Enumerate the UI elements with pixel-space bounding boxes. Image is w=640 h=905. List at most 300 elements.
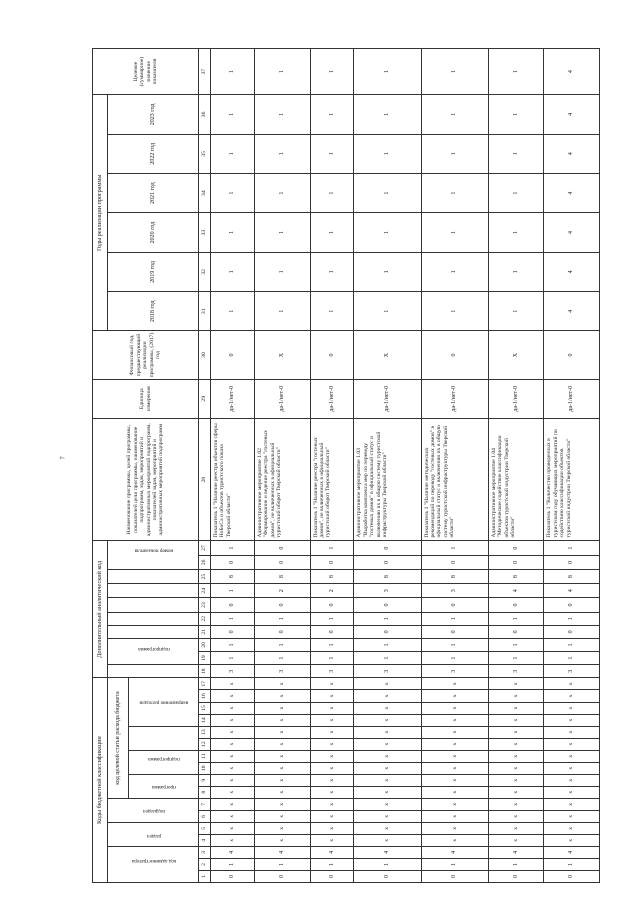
code-cell: 0 <box>254 598 310 612</box>
code-cell: x <box>310 738 354 750</box>
program-indicators-table <box>92 48 600 883</box>
row-year-value: 1 <box>211 134 255 173</box>
code-cell: 1 <box>544 541 600 555</box>
code-cell: 1 <box>488 652 544 665</box>
row-year-value: 1 <box>254 213 310 252</box>
code-cell: x <box>310 774 354 786</box>
code-cell: 4 <box>488 846 544 858</box>
table-row <box>310 49 354 883</box>
code-cell: 1 <box>310 612 354 625</box>
code-cell: x <box>354 774 421 786</box>
row-year-value: 1 <box>488 292 544 331</box>
code-cell: x <box>211 762 255 774</box>
code-cell: x <box>544 810 600 822</box>
code-cell: 1 <box>310 858 354 870</box>
code-cell: x <box>488 774 544 786</box>
row-fin-year-value: 0 <box>310 331 354 379</box>
code-cell: 4 <box>488 584 544 598</box>
column-number-cell: 31 <box>199 292 211 331</box>
code-cell: x <box>354 726 421 738</box>
code-cell: x <box>544 798 600 810</box>
code-cell: 0 <box>211 625 255 638</box>
code-cell: x <box>488 738 544 750</box>
header-a-task <box>108 612 199 625</box>
code-cell: 3 <box>421 665 488 678</box>
code-cell: 4 <box>254 846 310 858</box>
code-cell: 8 <box>488 569 544 583</box>
row-year-value: 1 <box>254 292 310 331</box>
code-cell: 0 <box>211 555 255 569</box>
row-year-value: 1 <box>354 292 421 331</box>
row-year-value: 1 <box>488 252 544 291</box>
header-budget-classification: Коды бюджетной классификации <box>93 678 108 883</box>
page-number: 7 <box>60 456 67 460</box>
column-number-cell: 2 <box>199 858 211 870</box>
row-year-value: 1 <box>310 292 354 331</box>
code-cell: x <box>211 690 255 702</box>
code-cell: 1 <box>254 858 310 870</box>
header-target-value: Целевое (суммарное) значение показателя <box>93 49 199 95</box>
code-cell: x <box>254 714 310 726</box>
row-fin-year-value: X <box>488 331 544 379</box>
row-year-value: 1 <box>421 213 488 252</box>
code-cell: 0 <box>254 870 310 882</box>
code-cell: x <box>421 798 488 810</box>
header-unit: Единица измерения <box>93 379 199 418</box>
code-cell: x <box>354 750 421 762</box>
header-a-subgoal <box>108 625 199 638</box>
column-number-cell: 20 <box>199 638 211 651</box>
row-name: Показатель 1 "Количество проведенных в туристском году обучающих мероприятий по содействию классификации объектов туристской индустрии Тверской области" <box>544 418 600 541</box>
column-number-cell: 25 <box>199 569 211 583</box>
column-number-cell: 10 <box>199 762 211 774</box>
code-cell: 4 <box>544 584 600 598</box>
column-number-cell: 14 <box>199 714 211 726</box>
row-year-value: 1 <box>211 252 255 291</box>
code-cell: 0 <box>354 598 421 612</box>
column-number-cell: 1 <box>199 870 211 882</box>
code-cell: x <box>211 810 255 822</box>
code-cell: x <box>354 762 421 774</box>
row-target-value: 1 <box>254 49 310 95</box>
row-unit: да-1/нет-0 <box>310 379 354 418</box>
code-cell: 0 <box>354 555 421 569</box>
code-cell: x <box>354 678 421 690</box>
code-cell: x <box>254 738 310 750</box>
code-cell: x <box>544 678 600 690</box>
code-cell: 0 <box>354 625 421 638</box>
column-number-cell: 5 <box>199 822 211 834</box>
code-cell: 1 <box>354 612 421 625</box>
column-number-cell: 24 <box>199 584 211 598</box>
code-cell: 0 <box>421 555 488 569</box>
table-row <box>354 49 421 883</box>
code-cell: x <box>211 822 255 834</box>
code-cell: x <box>544 726 600 738</box>
code-cell: 3 <box>354 665 421 678</box>
code-cell: 8 <box>544 569 600 583</box>
column-number-cell: 13 <box>199 726 211 738</box>
row-year-value: 1 <box>254 95 310 134</box>
code-cell: x <box>544 786 600 798</box>
header-year-2019: 2019 год <box>108 252 199 291</box>
header-admin-code: код администратора <box>108 846 199 882</box>
code-cell: x <box>211 714 255 726</box>
code-cell: x <box>544 714 600 726</box>
row-year-value: 1 <box>310 173 354 212</box>
row-year-value: 1 <box>488 173 544 212</box>
row-year-value: 1 <box>421 292 488 331</box>
code-cell: 1 <box>544 858 600 870</box>
code-cell: x <box>421 774 488 786</box>
header-years: Годы реализации программы <box>93 95 108 331</box>
code-cell: x <box>354 714 421 726</box>
row-unit: да-1/нет-0 <box>421 379 488 418</box>
column-number-cell: 4 <box>199 834 211 846</box>
code-cell: 8 <box>421 569 488 583</box>
code-cell: 8 <box>354 569 421 583</box>
code-cell: 3 <box>544 665 600 678</box>
header-a-subprogram: подпрограмма <box>108 638 199 664</box>
row-name: Административное мероприятие 1.02 "Формирование и ведение реестра "гостевых домов", не включенных в официальный туристский оборот Тверской области" <box>254 418 310 541</box>
code-cell: x <box>310 702 354 714</box>
row-target-value: 1 <box>310 49 354 95</box>
row-year-value: 1 <box>211 213 255 252</box>
code-cell: x <box>488 834 544 846</box>
code-cell: x <box>354 702 421 714</box>
code-cell: x <box>488 690 544 702</box>
code-cell: x <box>254 726 310 738</box>
code-cell: 0 <box>544 555 600 569</box>
code-cell: x <box>421 834 488 846</box>
row-target-value: 1 <box>421 49 488 95</box>
header-podrazdel: подраздел <box>108 798 199 822</box>
column-number-cell: 19 <box>199 652 211 665</box>
code-cell: x <box>211 750 255 762</box>
code-cell: 1 <box>211 638 255 651</box>
code-cell: 1 <box>310 541 354 555</box>
header-a-measure <box>108 598 199 612</box>
code-cell: x <box>488 810 544 822</box>
code-cell: x <box>254 810 310 822</box>
code-cell: x <box>310 822 354 834</box>
code-cell: 4 <box>544 846 600 858</box>
code-cell: x <box>544 834 600 846</box>
code-cell: 1 <box>488 638 544 651</box>
row-year-value: 1 <box>211 292 255 331</box>
code-cell: 3 <box>488 665 544 678</box>
row-name: Показатель 1 "Наличие реестра объектов сферы НоБоСа и объектов туристского показа Тверской области" <box>211 418 255 541</box>
row-fin-year-value: X <box>354 331 421 379</box>
row-year-value: 1 <box>421 95 488 134</box>
code-cell: x <box>354 798 421 810</box>
code-cell: x <box>254 750 310 762</box>
code-cell: x <box>421 726 488 738</box>
code-cell: x <box>488 798 544 810</box>
code-cell: x <box>211 786 255 798</box>
row-year-value: 1 <box>310 95 354 134</box>
code-cell: x <box>211 726 255 738</box>
row-fin-year-value: X <box>254 331 310 379</box>
code-cell: x <box>211 774 255 786</box>
code-cell: 0 <box>211 598 255 612</box>
row-year-value: 1 <box>421 134 488 173</box>
code-cell: 1 <box>254 652 310 665</box>
code-cell: 1 <box>310 652 354 665</box>
code-cell: 3 <box>421 584 488 598</box>
header-target-article: код целевой статьи расхода бюджета <box>108 678 129 799</box>
row-year-value: 1 <box>488 134 544 173</box>
code-cell: 1 <box>544 652 600 665</box>
code-cell: 3 <box>310 665 354 678</box>
header-year-2021: 2021 год <box>108 173 199 212</box>
code-cell: 0 <box>421 598 488 612</box>
row-year-value: 4 <box>544 252 600 291</box>
code-cell: 1 <box>354 858 421 870</box>
row-year-value: 1 <box>310 213 354 252</box>
code-cell: x <box>544 702 600 714</box>
row-fin-year-value: 0 <box>211 331 255 379</box>
code-cell: x <box>211 702 255 714</box>
row-year-value: 1 <box>354 134 421 173</box>
code-cell: x <box>488 726 544 738</box>
column-number-cell: 7 <box>199 798 211 810</box>
code-cell: 1 <box>211 612 255 625</box>
column-number-cell: 35 <box>199 134 211 173</box>
code-cell: x <box>254 798 310 810</box>
column-number-row <box>199 49 211 883</box>
code-cell: 1 <box>254 612 310 625</box>
column-number-cell: 37 <box>199 49 211 95</box>
code-cell: 0 <box>254 625 310 638</box>
code-cell: x <box>310 810 354 822</box>
code-cell: x <box>254 786 310 798</box>
code-cell: x <box>421 738 488 750</box>
code-cell: x <box>254 774 310 786</box>
row-year-value: 1 <box>421 252 488 291</box>
code-cell: 1 <box>421 612 488 625</box>
code-cell: x <box>254 822 310 834</box>
row-year-value: 4 <box>544 292 600 331</box>
row-year-value: 1 <box>211 95 255 134</box>
code-cell: x <box>211 834 255 846</box>
row-name: Административное мероприятие 1.04 "Методическое содействие классификации объектов туристской индустрии Тверской области" <box>488 418 544 541</box>
code-cell: 0 <box>354 541 421 555</box>
header-year-2018: 2018 год <box>108 292 199 331</box>
code-cell: 0 <box>421 625 488 638</box>
code-cell: 3 <box>354 584 421 598</box>
code-cell: x <box>254 762 310 774</box>
row-fin-year-value: 0 <box>544 331 600 379</box>
code-cell: x <box>354 822 421 834</box>
code-cell: 0 <box>544 598 600 612</box>
column-number-cell: 27 <box>199 541 211 555</box>
code-cell: 1 <box>211 652 255 665</box>
code-cell: 0 <box>488 555 544 569</box>
code-cell: x <box>310 690 354 702</box>
column-number-cell: 21 <box>199 625 211 638</box>
code-cell: x <box>488 702 544 714</box>
code-cell: x <box>488 786 544 798</box>
code-cell: x <box>354 810 421 822</box>
code-cell: x <box>354 786 421 798</box>
code-cell: x <box>421 810 488 822</box>
code-cell: x <box>310 750 354 762</box>
table-row <box>544 49 600 883</box>
code-cell: 0 <box>544 870 600 882</box>
code-cell: 1 <box>544 612 600 625</box>
row-name: Административное мероприятие 1.03 "Выработка комплекса мер по переводу "гостевых домов" в официальный статус и включению их в общую систему туристской инфраструктуры Тверской области" <box>354 418 421 541</box>
column-number-cell: 36 <box>199 95 211 134</box>
row-year-value: 1 <box>421 173 488 212</box>
row-year-value: 4 <box>544 173 600 212</box>
row-unit: да-1/нет-0 <box>254 379 310 418</box>
code-cell: x <box>421 750 488 762</box>
header-programma: программа <box>129 774 199 798</box>
row-name: Показатель 1 "Наличие методических рекомендаций по переводу "гостевых домов" в официальный статус и включению их в общую систему туристской инфраструктуры Тверской области" <box>421 418 488 541</box>
code-cell: 1 <box>254 638 310 651</box>
column-number-cell: 29 <box>199 379 211 418</box>
column-number-cell: 9 <box>199 774 211 786</box>
column-number-cell: 12 <box>199 738 211 750</box>
code-cell: x <box>544 738 600 750</box>
code-cell: 4 <box>310 846 354 858</box>
code-cell: 1 <box>211 584 255 598</box>
column-number-cell: 26 <box>199 555 211 569</box>
code-cell: 0 <box>310 625 354 638</box>
code-cell: x <box>488 822 544 834</box>
code-cell: 4 <box>421 846 488 858</box>
column-number-cell: 11 <box>199 750 211 762</box>
code-cell: 4 <box>211 846 255 858</box>
code-cell: 2 <box>254 584 310 598</box>
code-cell: 0 <box>310 598 354 612</box>
code-cell: 1 <box>421 638 488 651</box>
table-row <box>254 49 310 883</box>
code-cell: x <box>488 750 544 762</box>
code-cell: 0 <box>254 541 310 555</box>
column-number-cell: 30 <box>199 331 211 379</box>
code-cell: 0 <box>354 870 421 882</box>
code-cell: x <box>421 678 488 690</box>
row-year-value: 1 <box>310 252 354 291</box>
header-fin-year: Финансовый год, предшествующий реализации программы, (2017) год <box>93 331 199 379</box>
code-cell: x <box>310 834 354 846</box>
code-cell: 8 <box>310 569 354 583</box>
code-cell: 3 <box>211 665 255 678</box>
row-year-value: 4 <box>544 134 600 173</box>
column-number-cell: 34 <box>199 173 211 212</box>
code-cell: x <box>421 762 488 774</box>
code-cell: 4 <box>354 846 421 858</box>
code-cell: 0 <box>310 555 354 569</box>
code-cell: 8 <box>211 569 255 583</box>
code-cell: 0 <box>488 598 544 612</box>
code-cell: 0 <box>310 870 354 882</box>
row-year-value: 1 <box>310 134 354 173</box>
header-podprogramma: подпрограмма <box>129 750 199 774</box>
code-cell: x <box>421 822 488 834</box>
column-number-cell: 16 <box>199 690 211 702</box>
rotated-table-sheet <box>92 48 600 883</box>
code-cell: x <box>544 774 600 786</box>
code-cell: 3 <box>254 665 310 678</box>
code-cell: 0 <box>488 541 544 555</box>
header-name: Наименование программы, целей программы, показателей цели программы, наименование подпрограмм, задач, мероприятий и административных мероприятий подпрограмм, показателей задач, мероприятий и административных мероприятий подпрограмм <box>93 418 199 541</box>
row-target-value: 1 <box>211 49 255 95</box>
column-number-cell: 18 <box>199 665 211 678</box>
code-cell: 1 <box>544 638 600 651</box>
column-number-cell: 32 <box>199 252 211 291</box>
column-number-cell: 3 <box>199 846 211 858</box>
code-cell: 2 <box>310 584 354 598</box>
code-cell: x <box>310 786 354 798</box>
row-name: Показатель 1 "Наличие реестра "гостевых домов", не включенных в официальный туристский оборот Тверской области" <box>310 418 354 541</box>
row-year-value: 1 <box>254 252 310 291</box>
code-cell: x <box>488 678 544 690</box>
table-row <box>211 49 255 883</box>
column-number-cell: 22 <box>199 612 211 625</box>
row-year-value: 1 <box>354 252 421 291</box>
row-year-value: 1 <box>488 95 544 134</box>
header-osnovnoe <box>129 726 199 750</box>
code-cell: 0 <box>488 625 544 638</box>
row-year-value: 1 <box>354 95 421 134</box>
code-cell: x <box>488 714 544 726</box>
code-cell: 8 <box>254 569 310 583</box>
code-cell: 1 <box>421 652 488 665</box>
code-cell: 1 <box>488 612 544 625</box>
code-cell: x <box>354 834 421 846</box>
code-cell: x <box>421 690 488 702</box>
code-cell: x <box>310 678 354 690</box>
column-number-cell: 8 <box>199 786 211 798</box>
column-number-cell: 6 <box>199 810 211 822</box>
code-cell: x <box>310 762 354 774</box>
code-cell: 0 <box>254 555 310 569</box>
header-a-admin-flag <box>108 569 199 583</box>
row-year-value: 1 <box>254 173 310 212</box>
row-year-value: 4 <box>544 213 600 252</box>
code-cell: 1 <box>354 652 421 665</box>
code-cell: 0 <box>211 870 255 882</box>
code-cell: x <box>544 762 600 774</box>
code-cell: x <box>544 690 600 702</box>
code-cell: x <box>544 750 600 762</box>
header-razdel: раздел <box>108 822 199 846</box>
row-unit: да-1/нет-0 <box>488 379 544 418</box>
code-cell: x <box>211 678 255 690</box>
table-row <box>421 49 488 883</box>
code-cell: x <box>254 690 310 702</box>
header-year-2020: 2020 год <box>108 213 199 252</box>
code-cell: 1 <box>354 638 421 651</box>
header-a-goal <box>108 665 199 678</box>
row-unit: да-1/нет-0 <box>211 379 255 418</box>
row-target-value: 1 <box>354 49 421 95</box>
row-year-value: 1 <box>354 213 421 252</box>
code-cell: x <box>310 798 354 810</box>
row-year-value: 1 <box>211 173 255 212</box>
row-target-value: 4 <box>544 49 600 95</box>
row-year-value: 1 <box>354 173 421 212</box>
column-number-cell: 28 <box>199 418 211 541</box>
code-cell: x <box>310 726 354 738</box>
code-cell: x <box>488 762 544 774</box>
code-cell: 1 <box>310 638 354 651</box>
column-number-cell: 15 <box>199 702 211 714</box>
code-cell: x <box>354 738 421 750</box>
